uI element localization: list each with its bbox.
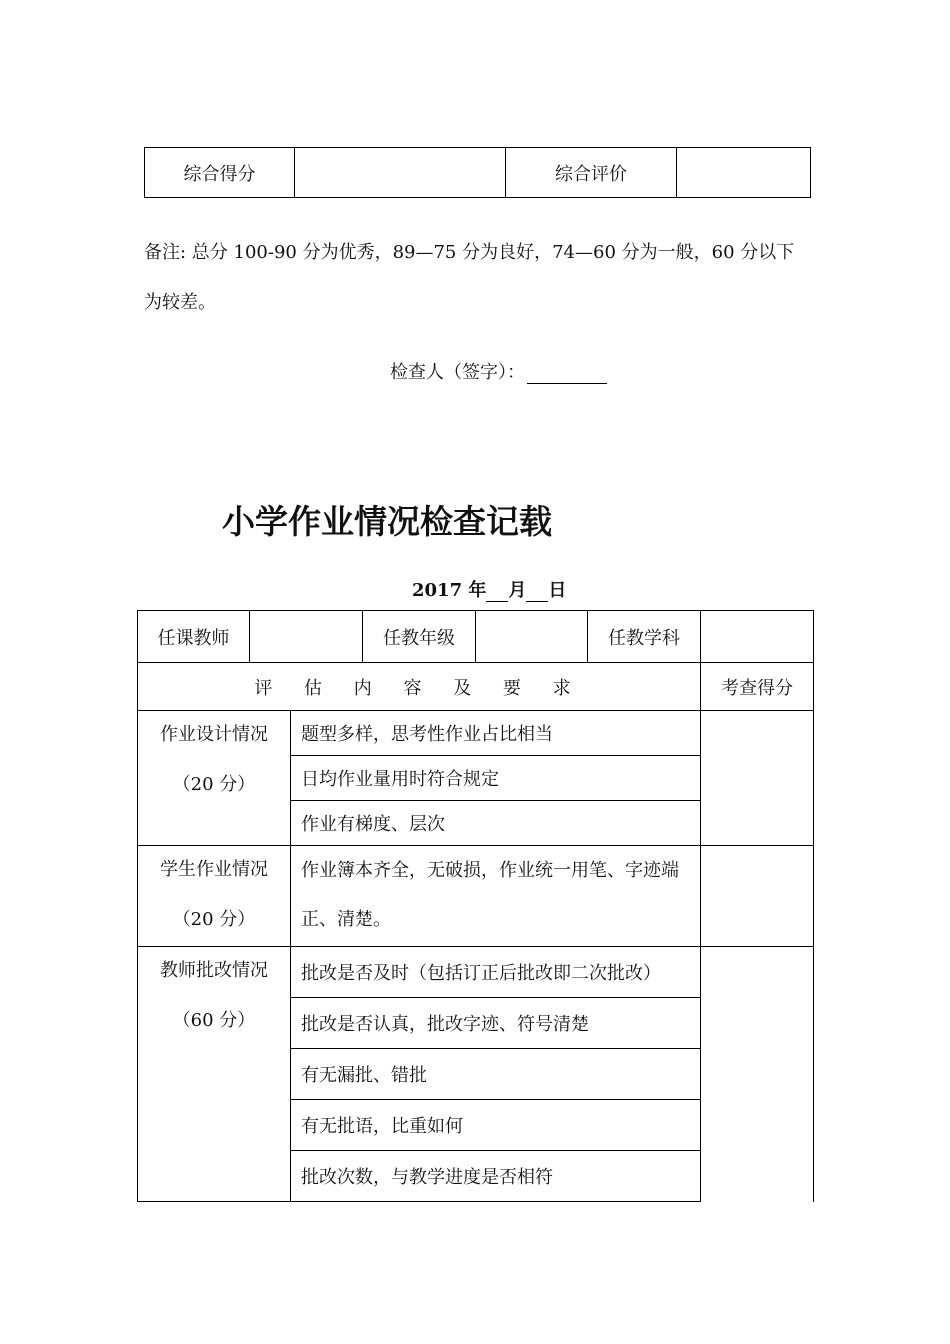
category-points: （60 分） bbox=[172, 1010, 256, 1031]
column-header-row bbox=[138, 663, 814, 711]
category-cell bbox=[138, 947, 291, 1202]
document-title: 小学作业情况检查记载 bbox=[222, 502, 552, 541]
inspector-label: 检查人（签字）： bbox=[390, 362, 525, 383]
category-name: 学生作业情况 bbox=[160, 859, 268, 880]
score-header: 考查得分 bbox=[701, 663, 814, 711]
teacher-info-row bbox=[138, 611, 814, 663]
evaluation-value-field[interactable] bbox=[677, 148, 811, 198]
summary-row bbox=[145, 148, 811, 198]
signature-line[interactable] bbox=[527, 365, 607, 384]
criteria-item: 批改次数，与教学进度是否相符 bbox=[291, 1151, 701, 1202]
category-cell bbox=[138, 846, 291, 947]
teacher-label: 任课教师 bbox=[138, 611, 250, 663]
date-day: 日 bbox=[548, 580, 567, 601]
note-line-2: 为较差。 bbox=[144, 292, 216, 313]
category-name: 教师批改情况 bbox=[160, 960, 268, 981]
score-value-field[interactable] bbox=[295, 148, 506, 198]
category-cell bbox=[138, 711, 291, 846]
category-points: （20 分） bbox=[172, 774, 256, 795]
criteria-item: 作业有梯度、层次 bbox=[291, 801, 701, 846]
category-name: 作业设计情况 bbox=[160, 724, 268, 745]
criteria-item: 批改是否认真，批改字迹、符号清楚 bbox=[291, 998, 701, 1049]
teacher-value-field[interactable] bbox=[250, 611, 363, 663]
day-blank[interactable] bbox=[526, 585, 548, 602]
score-input-field[interactable] bbox=[701, 711, 814, 846]
criteria-item: 作业簿本齐全，无破损，作业统一用笔、字迹端正、清楚。 bbox=[291, 846, 701, 947]
score-label: 综合得分 bbox=[145, 148, 295, 198]
date-year: 2017 年 bbox=[412, 580, 487, 601]
grade-label: 任教年级 bbox=[363, 611, 476, 663]
table-row bbox=[138, 711, 814, 756]
score-input-field[interactable] bbox=[701, 846, 814, 947]
inspection-table bbox=[137, 610, 814, 1202]
criteria-item: 有无批语，比重如何 bbox=[291, 1100, 701, 1151]
criteria-item: 批改是否及时（包括订正后批改即二次批改） bbox=[291, 947, 701, 998]
criteria-item: 题型多样，思考性作业占比相当 bbox=[291, 711, 701, 756]
subject-value-field[interactable] bbox=[701, 611, 814, 663]
date-month: 月 bbox=[508, 580, 527, 601]
grade-value-field[interactable] bbox=[476, 611, 588, 663]
table-row bbox=[138, 947, 814, 998]
date-line bbox=[412, 576, 566, 602]
month-blank[interactable] bbox=[486, 585, 508, 602]
criteria-item: 有无漏批、错批 bbox=[291, 1049, 701, 1100]
summary-table bbox=[144, 147, 811, 198]
note-line-1: 备注: 总分 100-90 分为优秀，89—75 分为良好，74—60 分为一般，60 分以下 bbox=[144, 242, 795, 263]
criteria-item: 日均作业量用时符合规定 bbox=[291, 756, 701, 801]
inspector-signature bbox=[390, 358, 607, 384]
score-input-field[interactable] bbox=[701, 947, 814, 1202]
category-points: （20 分） bbox=[172, 909, 256, 930]
criteria-header: 评 估 内 容 及 要 求 bbox=[138, 663, 701, 711]
subject-label: 任教学科 bbox=[588, 611, 701, 663]
evaluation-label: 综合评价 bbox=[506, 148, 677, 198]
table-row bbox=[138, 846, 814, 947]
